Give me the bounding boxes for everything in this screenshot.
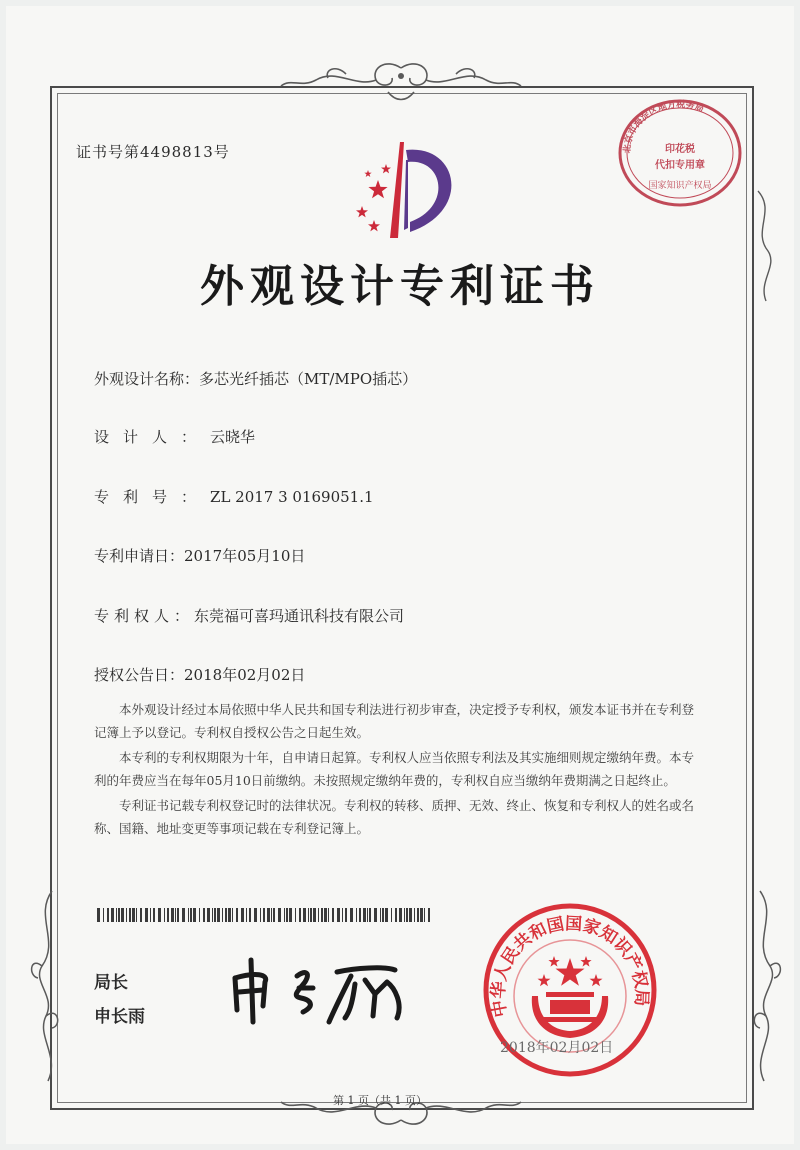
barcode-bar — [385, 908, 388, 922]
barcode-bar — [207, 908, 210, 922]
barcode-bar — [404, 908, 405, 922]
barcode-bar — [374, 908, 377, 922]
barcode-bar — [241, 908, 244, 922]
barcode-bar — [399, 908, 402, 922]
barcode-bar — [380, 908, 381, 922]
barcode-bar — [382, 908, 384, 922]
barcode-bar — [267, 908, 270, 922]
barcode-bar — [107, 908, 109, 922]
barcode-bar — [190, 908, 192, 922]
barcode-bar — [359, 908, 361, 922]
grant-date-value: 2018年02月02日 — [184, 666, 306, 684]
filing-date-row — [94, 545, 305, 566]
barcode-bar — [324, 908, 327, 922]
barcode-bar — [313, 908, 316, 922]
barcode-bar — [356, 908, 357, 922]
barcode-bar — [420, 908, 423, 922]
barcode-bar — [342, 908, 343, 922]
body-paragraph-1: 本外观设计经过本局依照中华人民共和国专利法进行初步审查，决定授予专利权，颁发本证书并在专利登记簿上予以登记。专利权自授权公告之日起生效。 — [94, 702, 695, 740]
barcode-bar — [199, 908, 200, 922]
barcode-bar — [260, 908, 261, 922]
patent-number-label: 专利号： — [94, 488, 211, 506]
certificate-number: 证书号第4498813号 — [76, 143, 230, 161]
barcode-bar — [214, 908, 216, 922]
barcode-bar — [177, 908, 179, 922]
barcode-bar — [271, 908, 272, 922]
barcode-bar — [417, 908, 419, 922]
barcode-bar — [310, 908, 312, 922]
right-ornament-lower — [746, 886, 786, 1086]
barcode-bar — [228, 908, 231, 922]
barcode-bar — [414, 908, 415, 922]
barcode-bar — [350, 908, 353, 922]
barcode-bar — [111, 908, 114, 922]
svg-text:国家知识产权局: 国家知识产权局 — [648, 181, 712, 191]
director-name: 申长雨 — [94, 1007, 145, 1027]
barcode-bar — [367, 908, 368, 922]
barcode-bar — [295, 908, 296, 922]
filing-date-label: 专利申请日： — [94, 547, 185, 565]
designer-label: 设计人： — [94, 428, 211, 446]
patent-number-row — [94, 486, 374, 507]
top-ornament — [276, 58, 526, 108]
design-name-row — [94, 368, 417, 389]
barcode-bar — [395, 908, 397, 922]
barcode-bar — [140, 908, 142, 922]
barcode-bar — [332, 908, 334, 922]
barcode-bar — [150, 908, 151, 922]
barcode-bar — [246, 908, 247, 922]
barcode-bar — [254, 908, 257, 922]
patent-number-value: ZL 2017 3 0169051.1 — [210, 488, 374, 506]
barcode-bar — [171, 908, 174, 922]
grant-date-label: 授权公告日： — [94, 666, 185, 684]
barcode-bar — [182, 908, 185, 922]
barcode-bar — [126, 908, 127, 922]
barcode-bar — [116, 908, 117, 922]
barcode-bar — [249, 908, 251, 922]
barcode-bar — [129, 908, 131, 922]
barcode-bar — [232, 908, 233, 922]
barcode-bar — [299, 908, 301, 922]
barcode-bar — [318, 908, 319, 922]
patentee-row — [94, 605, 404, 626]
barcode-bar — [193, 908, 196, 922]
director-signature — [225, 948, 425, 1028]
barcode-bar — [406, 908, 408, 922]
barcode-bar — [118, 908, 120, 922]
svg-text:印花税: 印花税 — [665, 144, 695, 155]
page-number: 第 1 页（共 1 页） — [333, 1094, 427, 1107]
barcode-bar — [222, 908, 223, 922]
barcode-bar — [345, 908, 347, 922]
barcode-bar — [203, 908, 205, 922]
barcode-bar — [167, 908, 169, 922]
designer-value: 云晓华 — [210, 428, 256, 446]
patentee-value: 东莞福可喜玛通讯科技有限公司 — [194, 607, 405, 625]
tax-stamp-seal — [615, 96, 745, 211]
barcode-bar — [363, 908, 366, 922]
barcode-bar — [136, 908, 137, 922]
left-ornament-lower — [26, 886, 66, 1086]
certificate-title: 外观设计专利证书 — [200, 261, 600, 312]
barcode-bar — [236, 908, 238, 922]
barcode-bar — [428, 908, 430, 922]
body-paragraph-3: 专利证书记载专利权登记时的法律状况。专利权的转移、质押、无效、终止、恢复和专利权人的姓名或名称、国籍、地址变更等事项记载在专利登记簿上。 — [94, 798, 695, 836]
barcode-bar — [284, 908, 285, 922]
barcode-bar — [153, 908, 155, 922]
designer-row — [94, 426, 255, 447]
barcode-bar — [175, 908, 176, 922]
barcode-bar — [289, 908, 292, 922]
barcode-bar — [424, 908, 425, 922]
barcode-bar — [308, 908, 309, 922]
design-name-label: 外观设计名称： — [94, 370, 200, 388]
director-title: 局长 — [94, 973, 128, 993]
filing-date-value: 2017年05月10日 — [184, 547, 306, 565]
barcode-bar — [273, 908, 275, 922]
barcode-bar — [97, 908, 100, 922]
barcode-bar — [263, 908, 265, 922]
svg-text:中华人民共和国国家知识产权局: 中华人民共和国国家知识产权局 — [488, 914, 652, 1019]
barcode-bar — [391, 908, 392, 922]
body-paragraph-2: 本专利的专利权期限为十年，自申请日起算。专利权人应当依照专利法及其实施细则规定缴纳年费。本专利的年费应当在每年05月10日前缴纳。未按照规定缴纳年费的，专利权自应当缴纳年费期满之日起终止。 — [94, 750, 695, 788]
grant-date-row — [94, 664, 305, 685]
barcode-bar — [164, 908, 165, 922]
barcode-bar — [328, 908, 329, 922]
barcode-bar — [303, 908, 306, 922]
barcode-bar — [103, 908, 104, 922]
barcode-bar — [121, 908, 124, 922]
svg-text:北京市海淀区地方税务局: 北京市海淀区地方税务局 — [622, 100, 705, 154]
patent-office-emblem — [338, 140, 468, 240]
barcode-bar — [145, 908, 148, 922]
barcode-bar — [286, 908, 288, 922]
barcode-bar — [369, 908, 371, 922]
seal-date: 2018年02月02日 — [500, 1040, 614, 1056]
barcode-bar — [321, 908, 323, 922]
barcode-bar — [132, 908, 135, 922]
barcode-bar — [278, 908, 281, 922]
barcode-bar — [225, 908, 227, 922]
barcode-bar — [158, 908, 161, 922]
barcode — [97, 908, 437, 922]
patentee-label: 专利权人： — [94, 607, 195, 625]
barcode-bar — [337, 908, 340, 922]
barcode-bar — [217, 908, 220, 922]
design-name-value: 多芯光纤插芯（MT/MPO插芯） — [199, 370, 418, 388]
barcode-bar — [212, 908, 213, 922]
director-block — [94, 966, 145, 1034]
svg-text:代扣专用章: 代扣专用章 — [655, 160, 705, 171]
barcode-bar — [409, 908, 412, 922]
barcode-bar — [188, 908, 189, 922]
certificate-body — [94, 698, 694, 842]
